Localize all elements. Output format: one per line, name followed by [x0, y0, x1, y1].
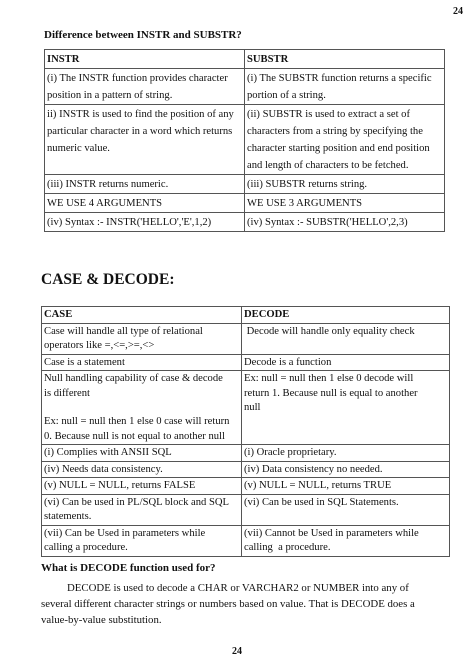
- table-cell: [42, 525, 242, 556]
- page-number-top: 24: [453, 6, 463, 17]
- table-row: [45, 69, 445, 105]
- cell-text: (iv) Syntax :- SUBSTR('HELLO',2,3): [247, 217, 408, 228]
- cell-text: (vii) Cannot be Used in parameters while: [244, 527, 419, 539]
- cell-text: (iv) Syntax :- INSTR('HELLO','E',1,2): [47, 217, 212, 228]
- table-cell: [45, 194, 245, 213]
- cell-text: (v) NULL = NULL, returns TRUE: [244, 480, 392, 491]
- table-row: [42, 494, 450, 525]
- cell-text: Decode is a function: [244, 356, 332, 368]
- table-row: [45, 213, 445, 232]
- cell-text: portion of a string.: [247, 90, 326, 101]
- cell-text: Decode will handle only equality check: [244, 325, 415, 337]
- table-cell: [242, 354, 450, 371]
- table-cell: [242, 494, 450, 525]
- cell-text: return 1. Because null is equal to another: [244, 387, 418, 399]
- paragraph-line: value-by-value substitution.: [41, 614, 162, 626]
- table-cell: [242, 445, 450, 462]
- table-cell: [45, 69, 245, 105]
- cell-text: (iv) Needs data consistency.: [44, 463, 163, 475]
- cell-text: 0. Because null is not equal to another null: [44, 430, 225, 442]
- table-cell: [42, 494, 242, 525]
- cell-text: Ex: null = null then 1 else 0 decode will: [244, 373, 414, 384]
- table-cell: [42, 371, 242, 445]
- table-row: [42, 354, 450, 371]
- decode-paragraph: [41, 580, 441, 628]
- table-cell: [242, 525, 450, 556]
- table-row: [45, 105, 445, 175]
- cell-text: character starting position and end position: [247, 143, 430, 154]
- cell-text: characters from a string by specifying the: [247, 126, 423, 137]
- header-instr: INSTR: [45, 50, 245, 69]
- cell-text: (v) NULL = NULL, returns FALSE: [44, 480, 196, 491]
- heading-case-decode: CASE & DECODE:: [41, 271, 175, 288]
- cell-text: Case is a statement: [44, 356, 125, 368]
- table-header-row: [42, 307, 450, 324]
- table-cell: [242, 478, 450, 495]
- header-case: CASE: [42, 307, 242, 324]
- table-cell: [245, 105, 445, 175]
- table-cell: [245, 175, 445, 194]
- instr-substr-table: [44, 49, 445, 232]
- heading-decode-use: What is DECODE function used for?: [41, 562, 216, 574]
- table-row: [42, 525, 450, 556]
- paragraph-line: several different character strings or numbers based on value. That is DECODE does a: [41, 598, 415, 610]
- spacer: [44, 401, 239, 415]
- cell-text: position in a pattern of string.: [47, 90, 173, 101]
- cell-text: (iii) INSTR returns numeric.: [47, 179, 169, 190]
- table-cell: [45, 175, 245, 194]
- cell-text: operators like =,<=,>=,<>: [44, 340, 155, 351]
- case-decode-table: [41, 306, 450, 557]
- table-cell: [245, 213, 445, 232]
- cell-text: WE USE 4 ARGUMENTS: [47, 198, 163, 209]
- cell-text: (i) Oracle proprietary.: [244, 447, 337, 458]
- cell-text: (i) Complies with ANSII SQL: [44, 447, 172, 458]
- table-cell: [42, 354, 242, 371]
- table-cell: [42, 323, 242, 354]
- table-cell: [42, 445, 242, 462]
- page-number-bottom: 24: [232, 646, 242, 657]
- cell-text: Null handling capability of case & decode: [44, 373, 223, 384]
- cell-text: particular character in a word which returns: [47, 126, 233, 137]
- cell-text: Case will handle all type of relational: [44, 325, 203, 337]
- cell-text: calling a procedure.: [44, 542, 128, 553]
- header-substr: SUBSTR: [245, 50, 445, 69]
- cell-text: (i) The SUBSTR function returns a specific: [247, 73, 432, 84]
- cell-text: null: [244, 402, 261, 413]
- header-decode: DECODE: [242, 307, 450, 324]
- table-row: [45, 194, 445, 213]
- cell-text: and length of characters to be fetched.: [247, 160, 409, 171]
- table-row: [45, 175, 445, 194]
- cell-text: calling a procedure.: [244, 542, 331, 553]
- table-row: [42, 323, 450, 354]
- table-row: [42, 445, 450, 462]
- cell-text: (iii) SUBSTR returns string.: [247, 179, 368, 190]
- cell-text: ii) INSTR is used to find the position of any: [47, 109, 234, 120]
- cell-text: (ii) SUBSTR is used to extract a set of: [247, 109, 411, 120]
- cell-text: (i) The INSTR function provides character: [47, 73, 228, 84]
- table-cell: [242, 371, 450, 445]
- table-cell: [42, 478, 242, 495]
- cell-text: (vi) Can be used in PL/SQL block and SQL: [44, 496, 229, 508]
- table-row: [42, 371, 450, 445]
- cell-text: Ex: null = null then 1 else 0 case will return: [44, 416, 230, 427]
- heading-instr-substr: Difference between INSTR and SUBSTR?: [44, 29, 242, 41]
- cell-text: numeric value.: [47, 143, 110, 154]
- cell-text: statements.: [44, 511, 92, 522]
- cell-text: (vii) Can be Used in parameters while: [44, 527, 206, 539]
- cell-text: (vi) Can be used in SQL Statements.: [244, 496, 399, 508]
- table-header-row: [45, 50, 445, 69]
- table-cell: [242, 461, 450, 478]
- table-cell: [42, 461, 242, 478]
- table-cell: [245, 194, 445, 213]
- cell-text: WE USE 3 ARGUMENTS: [247, 198, 363, 209]
- table-row: [42, 478, 450, 495]
- cell-text: (iv) Data consistency no needed.: [244, 463, 383, 475]
- paragraph-line: DECODE is used to decode a CHAR or VARCHAR2 or NUMBER into any of: [67, 582, 409, 594]
- cell-text: is different: [44, 387, 90, 399]
- table-cell: [242, 323, 450, 354]
- table-cell: [45, 105, 245, 175]
- table-cell: [45, 213, 245, 232]
- table-row: [42, 461, 450, 478]
- table-cell: [245, 69, 445, 105]
